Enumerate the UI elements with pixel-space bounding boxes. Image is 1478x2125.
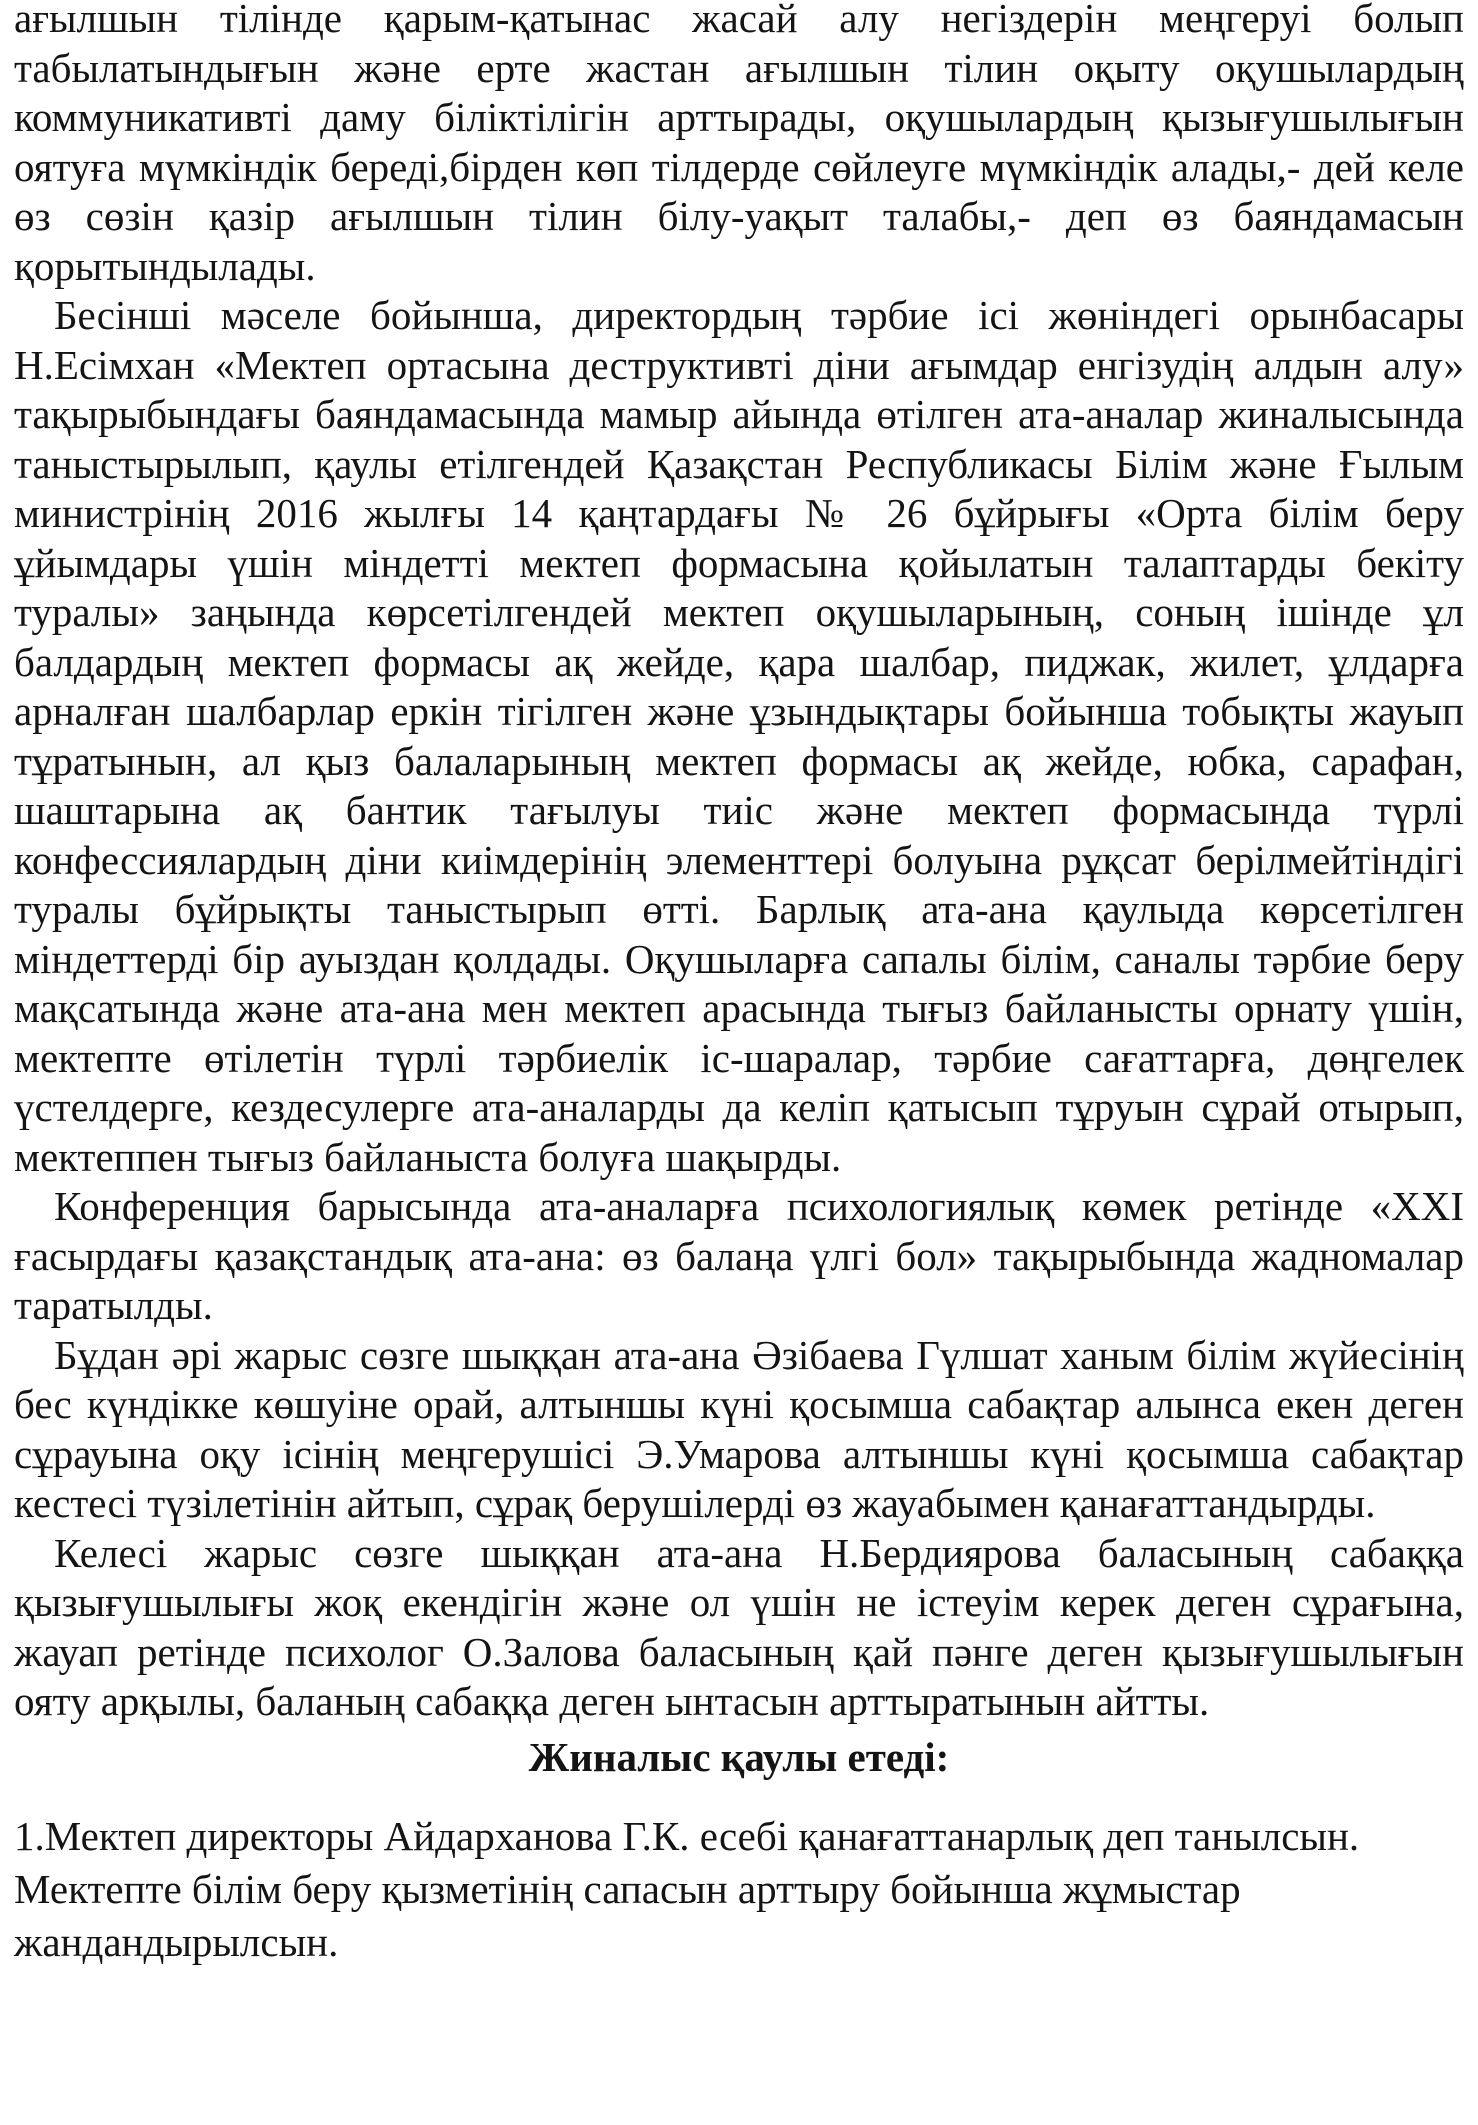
resolution-heading: Жиналыс қаулы етеді:: [528, 1733, 950, 1780]
paragraph-continued: ағылшын тілінде қарым-қатынас жасай алу негіздерін меңгеруі болып табылатындығын және ерте жастан ағылшын тілин оқыту оқушылардың коммуникативті даму біліктілігін арттырады, оқушылардың қызығушылығын оятуға мүмкіндік береді,бірден көп тілдерде сөйлеуге мүмкіндік алады,- дей келе өз сөзін қазір ағылшын тілин білу-уақыт талабы,- деп өз баяндамасын қорытындылады.: [14, 0, 1464, 289]
paragraph-berdiyarova: Келесі жарыс сөзге шыққан ата-ана Н.Бердиярова баласының сабаққа қызығушылығы жоқ екендігін және ол үшін не істеуім керек деген сұрағына, жауап ретінде психолог О.Залова баласының қай пәнге деген қызығушылығын ояту арқылы, баланың сабаққа деген ынтасын арттыратынын айтты.: [14, 1529, 1464, 1724]
paragraph-fifth-question: Бесінші мәселе бойынша, директордың тәрбие ісі жөніндегі орынбасары Н.Есімхан «Мектеп ортасына деструктивті діни ағымдар енгізудің алдын алу» тақырыбындағы баяндамасында мамыр айында өтілген ата-аналар жиналысында таныстырылып, қаулы етілгендей Қазақстан Республикасы Білім және Ғылым министрінің 2016 жылғы 14 қаңтардағы № 26 бұйрығы «Орта білім беру ұйымдары үшін міндетті мектеп формасына қойылатын талаптарды бекіту туралы» заңында көрсетілгендей мектеп оқушыларының, соның ішінде ұл балдардың мектеп формасы ақ жейде, қара шалбар, пиджак, жилет, ұлдарға арналған шалбарлар еркін тігілген және ұзындықтары бойынша тобықты жауып тұратынын, ал қыз балаларының мектеп формасы ақ жейде, юбка, сарафан, шаштарына ақ бантик тағылуы тиіс және мектеп формасында түрлі конфессиялардың діни киімдерінің элементтері болуына рұқсат берілмейтіндігі туралы бұйрықты таныстырып өтті. Барлық ата-ана қаулыда көрсетілген міндеттерді бір ауыздан қолдады. Оқушыларға сапалы білім, саналы тәрбие беру мақсатында және ата-ана мен мектеп арасында тығыз байланысты орнату үшін, мектепте өтілетін түрлі тәрбиелік іс-шаралар, тәрбие сағаттарға, дөңгелек үстелдерге, кездесулерге ата-аналарды да келіп қатысып тұруын сұрай отырып, мектеппен тығыз байланыста болуға шақырды.: [14, 292, 1464, 1180]
paragraph-azibaeva: Бұдан әрі жарыс сөзге шыққан ата-ана Әзібаева Гүлшат ханым білім жүйесінің бес күндікке көшуіне орай, алтыншы күні қосымша сабақтар алынса екен деген сұрауына оқу ісінің меңгерушісі Э.Умарова алтыншы күні қосымша сабақтар кестесі түзілетінін айтып, сұрақ берушілерді өз жауабымен қанағаттандырды.: [14, 1331, 1464, 1526]
paragraph-psychological-help: Конференция барысында ата-аналарға психологиялық көмек ретінде «XXI ғасырдағы қазақстандық ата-ана: өз балаңа үлгі бол» тақырыбында жадномалар таратылды.: [14, 1183, 1464, 1328]
document-page: [14, 0, 1464, 1969]
resolution-item-1: 1.Мектеп директоры Айдарханова Г.К. есебі қанағаттанарлық деп танылсын. Мектепте білім беру қызметінің сапасын арттыру бойынша жұмыстар жандандырылсын.: [14, 1813, 1360, 1965]
